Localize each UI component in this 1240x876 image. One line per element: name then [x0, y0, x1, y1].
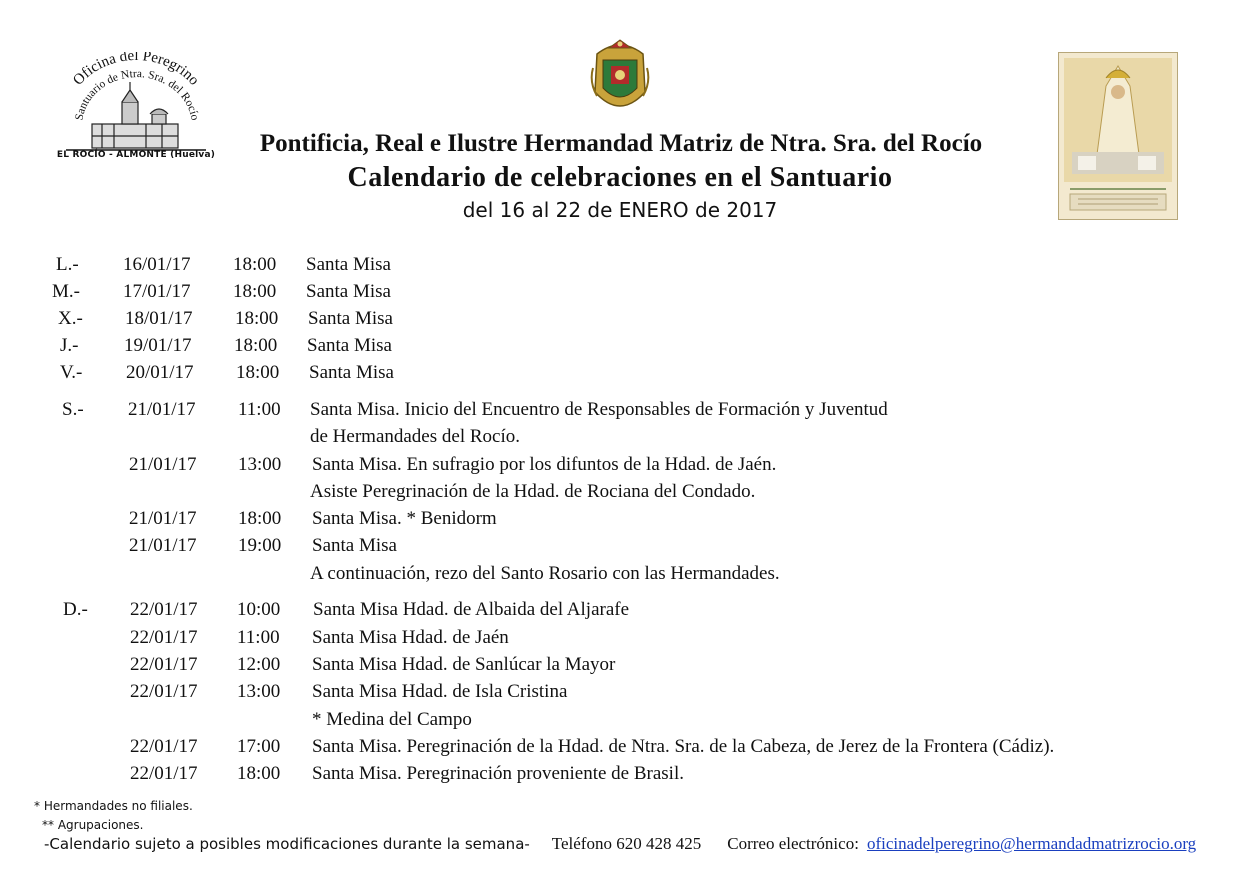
- description-cell: de Hermandades del Rocío.: [310, 426, 520, 447]
- description-cell: Santa Misa Hdad. de Isla Cristina: [312, 681, 568, 702]
- description-cell: Santa Misa: [306, 281, 391, 302]
- schedule-row: [0, 281, 1240, 307]
- hermandad-crest-icon: [589, 38, 651, 120]
- schedule-row: [0, 454, 1240, 480]
- date-cell: 17/01/17: [123, 281, 191, 302]
- time-cell: 19:00: [238, 535, 282, 556]
- schedule-row: [0, 308, 1240, 334]
- date-cell: 22/01/17: [130, 763, 198, 784]
- description-cell: Santa Misa: [307, 335, 392, 356]
- schedule-row: [0, 599, 1240, 625]
- time-cell: 18:00: [236, 362, 280, 383]
- description-cell: Asiste Peregrinación de la Hdad. de Rociana del Condado.: [310, 481, 756, 502]
- description-cell: Santa Misa. En sufragio por los difuntos de la Hdad. de Jaén.: [312, 454, 777, 475]
- email-link[interactable]: oficinadelperegrino@hermandadmatrizrocio.org: [866, 834, 1197, 853]
- schedule-row: [0, 426, 1240, 452]
- time-cell: 12:00: [237, 654, 281, 675]
- schedule-row: [0, 362, 1240, 388]
- time-cell: 18:00: [237, 763, 281, 784]
- date-cell: 22/01/17: [130, 627, 198, 648]
- date-cell: 22/01/17: [130, 599, 198, 620]
- description-cell: Santa Misa: [312, 535, 397, 556]
- day-label: L.-: [56, 254, 79, 275]
- calendar-title: Calendario de celebraciones en el Santuario: [347, 162, 893, 193]
- email-label: Correo electrónico:: [727, 834, 859, 853]
- time-cell: 18:00: [233, 254, 277, 275]
- logo-arc-text-inner: Santuario de Ntra. Sra. del Rocío: [73, 68, 201, 122]
- schedule-row: [0, 399, 1240, 425]
- date-range: del 16 al 22 de ENERO de 2017: [462, 198, 778, 222]
- hermandad-title: Pontificia, Real e Ilustre Hermandad Matriz de Ntra. Sra. del Rocío: [259, 130, 983, 157]
- schedule-row: [0, 535, 1240, 561]
- day-label: M.-: [52, 281, 80, 302]
- description-cell: Santa Misa. Peregrinación proveniente de Brasil.: [312, 763, 684, 784]
- description-cell: A continuación, rezo del Santo Rosario con las Hermandades.: [310, 563, 780, 584]
- time-cell: 10:00: [237, 599, 281, 620]
- day-label: D.-: [63, 599, 88, 620]
- time-cell: 11:00: [237, 627, 280, 648]
- day-label: X.-: [58, 308, 83, 329]
- time-cell: 13:00: [237, 681, 281, 702]
- description-cell: Santa Misa Hdad. de Sanlúcar la Mayor: [312, 654, 616, 675]
- date-cell: 22/01/17: [130, 654, 198, 675]
- logo-arc-text-outer: Oficina del Peregrino: [70, 52, 202, 89]
- logo-caption: EL ROCÍO - ALMONTE (Huelva): [56, 150, 216, 160]
- phone-text: Teléfono 620 428 425: [551, 834, 702, 853]
- schedule-row: [0, 508, 1240, 534]
- date-cell: 18/01/17: [125, 308, 193, 329]
- time-cell: 11:00: [238, 399, 281, 420]
- time-cell: 18:00: [234, 335, 278, 356]
- schedule-row: [0, 335, 1240, 361]
- description-cell: Santa Misa: [306, 254, 391, 275]
- day-label: S.-: [62, 399, 84, 420]
- date-cell: 16/01/17: [123, 254, 191, 275]
- schedule-row: [0, 563, 1240, 589]
- schedule-row: [0, 654, 1240, 680]
- schedule-row: [0, 481, 1240, 507]
- footer-contact-line: [44, 834, 1196, 854]
- description-cell: Santa Misa Hdad. de Albaida del Aljarafe: [313, 599, 630, 620]
- description-cell: Santa Misa: [309, 362, 394, 383]
- schedule-row: [0, 627, 1240, 653]
- description-cell: Santa Misa: [308, 308, 393, 329]
- time-cell: 13:00: [238, 454, 282, 475]
- time-cell: 18:00: [238, 508, 282, 529]
- schedule-row: [0, 763, 1240, 789]
- description-cell: * Medina del Campo: [312, 709, 472, 730]
- day-label: V.-: [60, 362, 83, 383]
- date-cell: 22/01/17: [130, 681, 198, 702]
- time-cell: 17:00: [237, 736, 281, 757]
- date-cell: 20/01/17: [126, 362, 194, 383]
- schedule-row: [0, 736, 1240, 762]
- schedule-row: [0, 681, 1240, 707]
- description-cell: Santa Misa. Inicio del Encuentro de Responsables de Formación y Juventud: [310, 399, 888, 420]
- date-cell: 21/01/17: [129, 535, 197, 556]
- footnote-no-filiales: * Hermandades no filiales.: [34, 799, 193, 813]
- date-cell: 21/01/17: [129, 454, 197, 475]
- time-cell: 18:00: [235, 308, 279, 329]
- description-cell: Santa Misa. Peregrinación de la Hdad. de Ntra. Sra. de la Cabeza, de Jerez de la Frontera (Cádiz).: [312, 736, 1055, 757]
- description-cell: Santa Misa. * Benidorm: [312, 508, 497, 529]
- disclaimer-text: -Calendario sujeto a posibles modificaciones durante la semana-: [44, 835, 530, 853]
- date-cell: 22/01/17: [130, 736, 198, 757]
- date-cell: 21/01/17: [129, 508, 197, 529]
- schedule-row: [0, 709, 1240, 735]
- footnote-agrupaciones: ** Agrupaciones.: [42, 818, 144, 832]
- day-label: J.-: [60, 335, 79, 356]
- date-cell: 19/01/17: [124, 335, 192, 356]
- schedule-row: [0, 254, 1240, 280]
- date-cell: 21/01/17: [128, 399, 196, 420]
- time-cell: 18:00: [233, 281, 277, 302]
- description-cell: Santa Misa Hdad. de Jaén: [312, 627, 509, 648]
